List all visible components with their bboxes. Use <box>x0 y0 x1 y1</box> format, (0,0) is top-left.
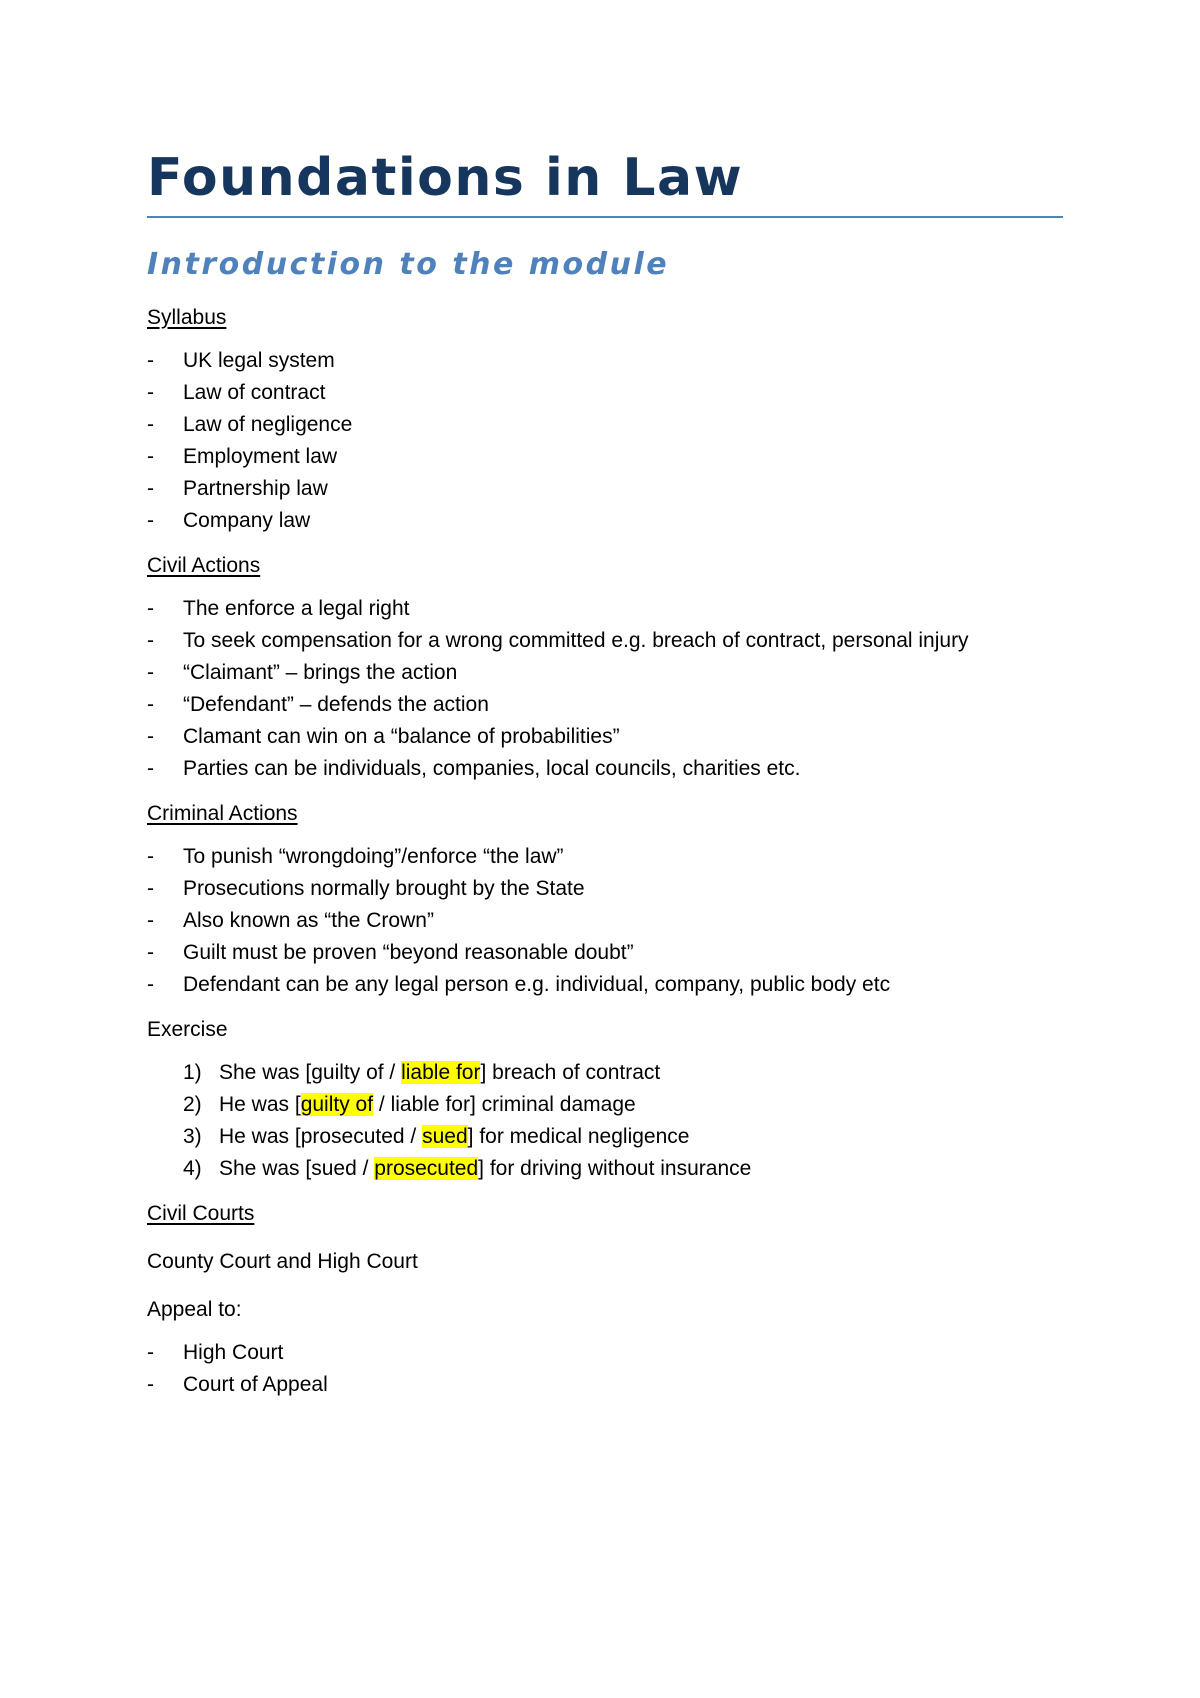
highlighted-answer: sued <box>422 1125 468 1148</box>
list-item: - Company law <box>147 509 311 532</box>
list-item: - Clamant can win on a “balance of probabilities” <box>147 725 620 748</box>
list-item: - The enforce a legal right <box>147 597 410 620</box>
appeal-label: Appeal to: <box>147 1298 242 1321</box>
list-item: - “Claimant” – brings the action <box>147 661 458 684</box>
criminal-actions-list <box>147 841 1063 1001</box>
list-item: - Court of Appeal <box>147 1373 328 1396</box>
criminal-actions-heading: Criminal Actions <box>147 802 298 825</box>
syllabus-list <box>147 345 1063 537</box>
list-item: - Prosecutions normally brought by the State <box>147 877 585 900</box>
exercise-list <box>147 1057 1063 1185</box>
exercise-item: 3) He was [prosecuted / sued] for medical negligence <box>183 1125 690 1148</box>
appeal-list <box>147 1337 1063 1401</box>
exercise-heading: Exercise <box>147 1018 228 1041</box>
document-page <box>147 140 1063 1401</box>
list-item: - “Defendant” – defends the action <box>147 693 489 716</box>
highlighted-answer: prosecuted <box>374 1157 479 1180</box>
list-item: - Law of contract <box>147 381 326 404</box>
list-item: - Partnership law <box>147 477 328 500</box>
highlighted-answer: guilty of <box>300 1093 374 1116</box>
list-item: - Defendant can be any legal person e.g. individual, company, public body etc <box>147 973 891 996</box>
list-item: - High Court <box>147 1341 284 1364</box>
civil-actions-heading: Civil Actions <box>147 554 261 577</box>
list-item: - UK legal system <box>147 349 335 372</box>
list-item: - To seek compensation for a wrong committed e.g. breach of contract, personal injury <box>147 629 969 652</box>
list-item: - To punish “wrongdoing”/enforce “the law” <box>147 845 564 868</box>
exercise-item: 4) She was [sued / prosecuted] for driving without insurance <box>183 1157 752 1180</box>
list-item: - Employment law <box>147 445 338 468</box>
civil-courts-text: County Court and High Court <box>147 1250 418 1273</box>
document-subtitle: Introduction to the module <box>147 247 670 282</box>
list-item: - Also known as “the Crown” <box>147 909 434 932</box>
exercise-item: 2) He was [guilty of / liable for] criminal damage <box>183 1093 636 1116</box>
civil-actions-list <box>147 593 1063 785</box>
list-item: - Guilt must be proven “beyond reasonable doubt” <box>147 941 634 964</box>
syllabus-heading: Syllabus <box>147 306 227 329</box>
list-item: - Law of negligence <box>147 413 353 436</box>
document-title: Foundations in Law <box>147 152 1063 218</box>
highlighted-answer: liable for <box>401 1061 481 1084</box>
exercise-item: 1) She was [guilty of / liable for] breach of contract <box>183 1061 661 1084</box>
list-item: - Parties can be individuals, companies, local councils, charities etc. <box>147 757 801 780</box>
civil-courts-heading: Civil Courts <box>147 1202 255 1225</box>
